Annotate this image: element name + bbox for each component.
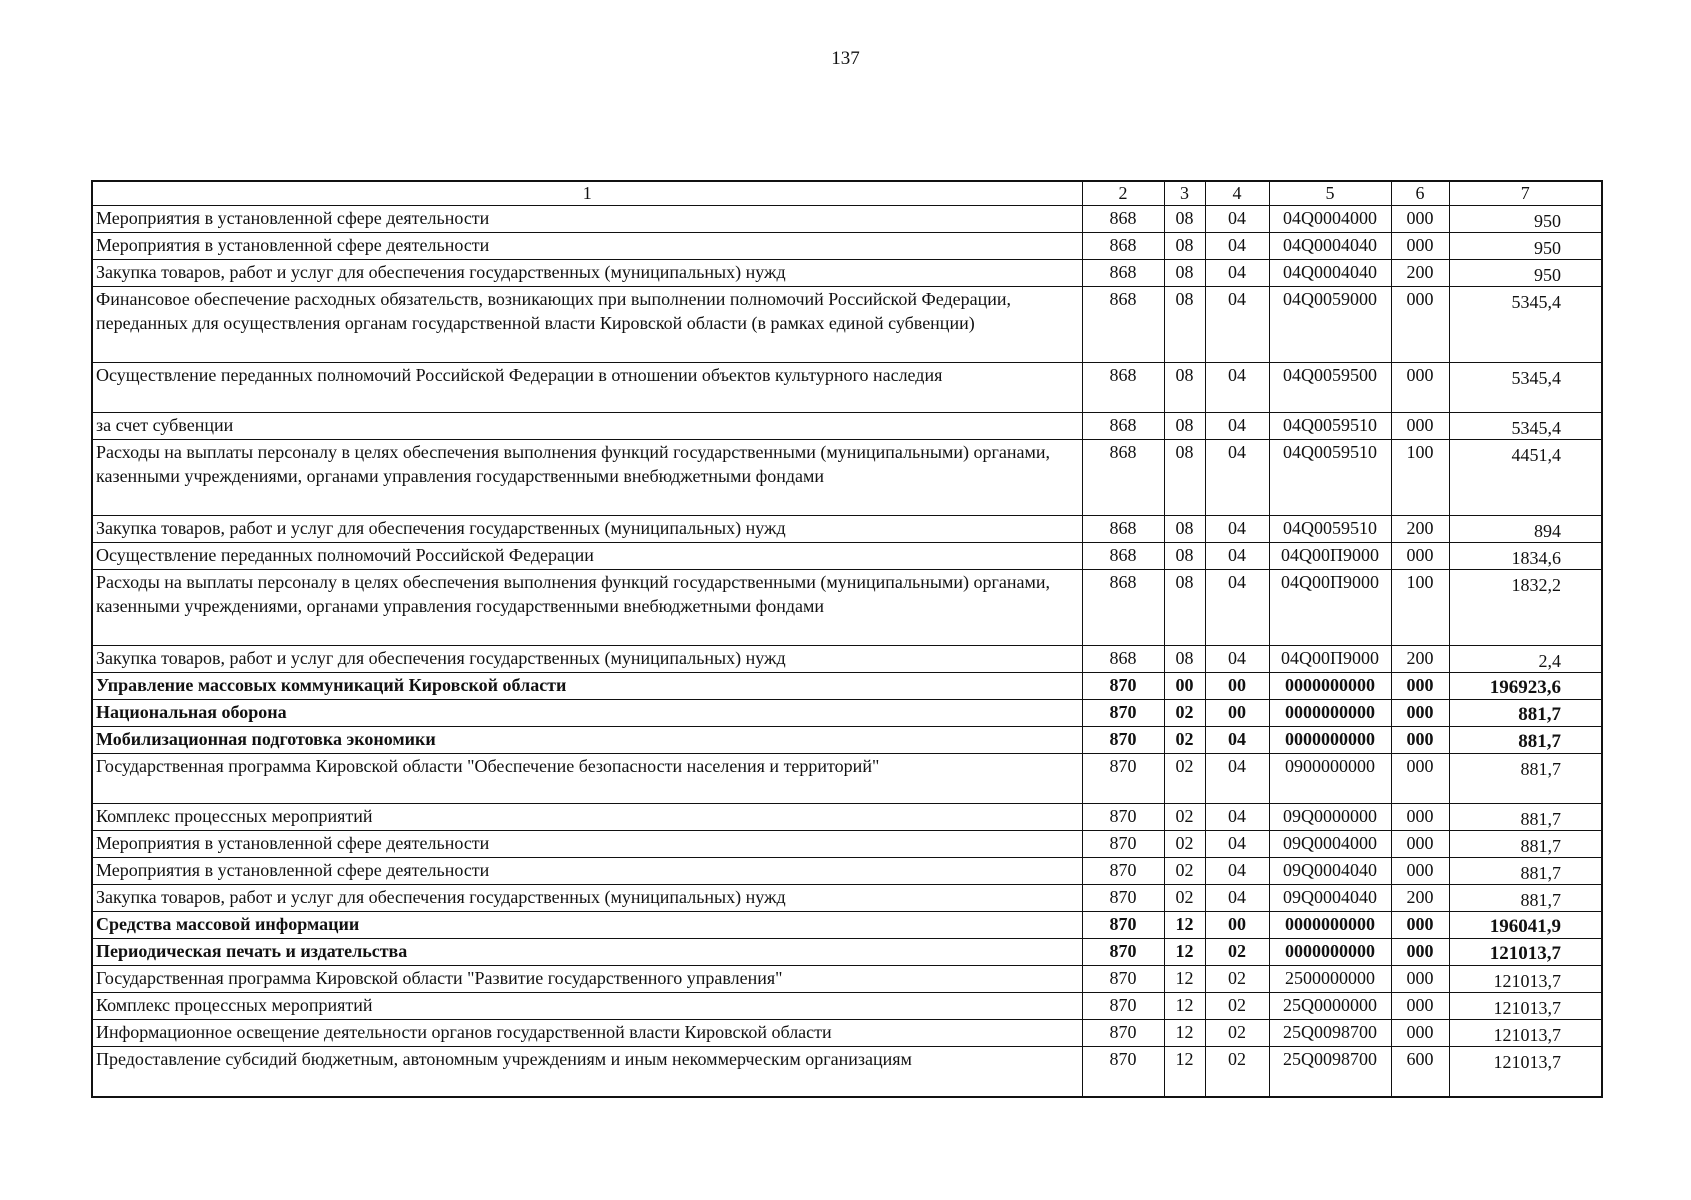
row-subsection-cell: 00 xyxy=(1205,912,1269,939)
row-subsection-cell: 04 xyxy=(1205,413,1269,440)
row-expense-type-cell: 200 xyxy=(1391,260,1449,287)
row-name-cell: Периодическая печать и издательства xyxy=(92,939,1082,966)
row-target-article-cell: 2500000000 xyxy=(1269,966,1391,993)
header-col-1: 1 xyxy=(92,181,1082,206)
row-expense-type-cell: 000 xyxy=(1391,912,1449,939)
row-expense-type-cell: 000 xyxy=(1391,993,1449,1020)
row-target-article-cell: 09Q0004040 xyxy=(1269,858,1391,885)
header-col-7: 7 xyxy=(1449,181,1602,206)
row-admin-code-cell: 868 xyxy=(1082,413,1164,440)
row-subsection-cell: 02 xyxy=(1205,1047,1269,1097)
row-admin-code-cell: 870 xyxy=(1082,1020,1164,1047)
row-subsection-cell: 04 xyxy=(1205,646,1269,673)
row-name-cell: Мероприятия в установленной сфере деятельности xyxy=(92,206,1082,233)
table-row xyxy=(92,993,1602,1020)
row-expense-type-cell: 000 xyxy=(1391,543,1449,570)
row-section-cell: 00 xyxy=(1164,673,1205,700)
header-col-3: 3 xyxy=(1164,181,1205,206)
row-section-cell: 02 xyxy=(1164,885,1205,912)
row-section-cell: 08 xyxy=(1164,287,1205,363)
row-admin-code-cell: 870 xyxy=(1082,754,1164,804)
row-subsection-cell: 04 xyxy=(1205,287,1269,363)
row-admin-code-cell: 868 xyxy=(1082,440,1164,516)
row-target-article-cell: 09Q0004000 xyxy=(1269,831,1391,858)
row-name-cell: Расходы на выплаты персоналу в целях обеспечения выполнения функций государственными (муниципальными) органами, казенными учреждениями, органами управления государственными внебюджетными фондами xyxy=(92,570,1082,646)
row-target-article-cell: 25Q0098700 xyxy=(1269,1020,1391,1047)
row-target-article-cell: 25Q0000000 xyxy=(1269,993,1391,1020)
table-row xyxy=(92,804,1602,831)
row-target-article-cell: 04Q0004000 xyxy=(1269,206,1391,233)
row-subsection-cell: 04 xyxy=(1205,260,1269,287)
row-section-cell: 08 xyxy=(1164,363,1205,413)
row-expense-type-cell: 000 xyxy=(1391,939,1449,966)
row-subsection-cell: 04 xyxy=(1205,516,1269,543)
row-amount-cell: 881,7 xyxy=(1449,727,1602,754)
row-section-cell: 08 xyxy=(1164,413,1205,440)
row-expense-type-cell: 200 xyxy=(1391,885,1449,912)
row-name-cell: Комплекс процессных мероприятий xyxy=(92,804,1082,831)
row-admin-code-cell: 868 xyxy=(1082,206,1164,233)
row-amount-cell: 196923,6 xyxy=(1449,673,1602,700)
row-name-cell: Комплекс процессных мероприятий xyxy=(92,993,1082,1020)
row-expense-type-cell: 000 xyxy=(1391,727,1449,754)
row-expense-type-cell: 000 xyxy=(1391,363,1449,413)
row-expense-type-cell: 600 xyxy=(1391,1047,1449,1097)
row-section-cell: 08 xyxy=(1164,233,1205,260)
row-amount-cell: 121013,7 xyxy=(1449,993,1602,1020)
row-admin-code-cell: 870 xyxy=(1082,939,1164,966)
row-amount-cell: 5345,4 xyxy=(1449,413,1602,440)
table-row xyxy=(92,912,1602,939)
row-admin-code-cell: 868 xyxy=(1082,287,1164,363)
table-row xyxy=(92,570,1602,646)
row-subsection-cell: 00 xyxy=(1205,673,1269,700)
row-amount-cell: 881,7 xyxy=(1449,858,1602,885)
budget-table xyxy=(91,180,1603,1098)
row-section-cell: 12 xyxy=(1164,966,1205,993)
row-amount-cell: 2,4 xyxy=(1449,646,1602,673)
header-col-2: 2 xyxy=(1082,181,1164,206)
row-expense-type-cell: 000 xyxy=(1391,287,1449,363)
row-amount-cell: 881,7 xyxy=(1449,754,1602,804)
row-subsection-cell: 04 xyxy=(1205,804,1269,831)
row-name-cell: Информационное освещение деятельности органов государственной власти Кировской области xyxy=(92,1020,1082,1047)
row-section-cell: 08 xyxy=(1164,646,1205,673)
row-name-cell: Национальная оборона xyxy=(92,700,1082,727)
row-amount-cell: 881,7 xyxy=(1449,700,1602,727)
table-row xyxy=(92,885,1602,912)
row-amount-cell: 881,7 xyxy=(1449,885,1602,912)
row-section-cell: 02 xyxy=(1164,858,1205,885)
row-subsection-cell: 04 xyxy=(1205,754,1269,804)
row-subsection-cell: 02 xyxy=(1205,993,1269,1020)
row-subsection-cell: 04 xyxy=(1205,543,1269,570)
table-row xyxy=(92,939,1602,966)
row-admin-code-cell: 868 xyxy=(1082,516,1164,543)
row-admin-code-cell: 868 xyxy=(1082,260,1164,287)
row-subsection-cell: 04 xyxy=(1205,858,1269,885)
row-name-cell: Средства массовой информации xyxy=(92,912,1082,939)
row-target-article-cell: 0000000000 xyxy=(1269,727,1391,754)
row-amount-cell: 4451,4 xyxy=(1449,440,1602,516)
row-amount-cell: 950 xyxy=(1449,260,1602,287)
row-expense-type-cell: 000 xyxy=(1391,858,1449,885)
table-row xyxy=(92,516,1602,543)
row-name-cell: Мобилизационная подготовка экономики xyxy=(92,727,1082,754)
row-subsection-cell: 04 xyxy=(1205,440,1269,516)
row-subsection-cell: 00 xyxy=(1205,700,1269,727)
row-amount-cell: 1832,2 xyxy=(1449,570,1602,646)
row-subsection-cell: 04 xyxy=(1205,363,1269,413)
table-row xyxy=(92,673,1602,700)
row-amount-cell: 196041,9 xyxy=(1449,912,1602,939)
row-target-article-cell: 0000000000 xyxy=(1269,673,1391,700)
row-admin-code-cell: 870 xyxy=(1082,804,1164,831)
row-name-cell: Расходы на выплаты персоналу в целях обеспечения выполнения функций государственными (муниципальными) органами, казенными учреждениями, органами управления государственными внебюджетными фондами xyxy=(92,440,1082,516)
row-section-cell: 02 xyxy=(1164,754,1205,804)
header-row xyxy=(92,181,1602,206)
row-subsection-cell: 02 xyxy=(1205,1020,1269,1047)
row-admin-code-cell: 870 xyxy=(1082,858,1164,885)
table-row xyxy=(92,646,1602,673)
row-section-cell: 12 xyxy=(1164,912,1205,939)
row-section-cell: 08 xyxy=(1164,206,1205,233)
row-subsection-cell: 04 xyxy=(1205,831,1269,858)
row-name-cell: Управление массовых коммуникаций Кировской области xyxy=(92,673,1082,700)
row-subsection-cell: 02 xyxy=(1205,966,1269,993)
row-section-cell: 02 xyxy=(1164,831,1205,858)
table-row xyxy=(92,1020,1602,1047)
row-subsection-cell: 04 xyxy=(1205,727,1269,754)
row-target-article-cell: 09Q0004040 xyxy=(1269,885,1391,912)
table-row xyxy=(92,363,1602,413)
row-name-cell: Закупка товаров, работ и услуг для обеспечения государственных (муниципальных) нужд xyxy=(92,516,1082,543)
table-row xyxy=(92,260,1602,287)
row-admin-code-cell: 868 xyxy=(1082,363,1164,413)
row-target-article-cell: 0000000000 xyxy=(1269,700,1391,727)
table-row xyxy=(92,727,1602,754)
row-admin-code-cell: 870 xyxy=(1082,831,1164,858)
row-expense-type-cell: 100 xyxy=(1391,440,1449,516)
row-expense-type-cell: 000 xyxy=(1391,673,1449,700)
row-subsection-cell: 04 xyxy=(1205,206,1269,233)
header-col-5: 5 xyxy=(1269,181,1391,206)
row-expense-type-cell: 000 xyxy=(1391,754,1449,804)
row-name-cell: Закупка товаров, работ и услуг для обеспечения государственных (муниципальных) нужд xyxy=(92,260,1082,287)
row-admin-code-cell: 870 xyxy=(1082,673,1164,700)
row-admin-code-cell: 870 xyxy=(1082,966,1164,993)
row-admin-code-cell: 868 xyxy=(1082,233,1164,260)
row-target-article-cell: 04Q0059510 xyxy=(1269,413,1391,440)
row-target-article-cell: 04Q00П9000 xyxy=(1269,646,1391,673)
row-section-cell: 08 xyxy=(1164,440,1205,516)
row-name-cell: Мероприятия в установленной сфере деятельности xyxy=(92,831,1082,858)
row-name-cell: Закупка товаров, работ и услуг для обеспечения государственных (муниципальных) нужд xyxy=(92,646,1082,673)
row-target-article-cell: 04Q00П9000 xyxy=(1269,543,1391,570)
row-expense-type-cell: 200 xyxy=(1391,646,1449,673)
row-section-cell: 02 xyxy=(1164,700,1205,727)
row-admin-code-cell: 870 xyxy=(1082,993,1164,1020)
table-row xyxy=(92,700,1602,727)
row-amount-cell: 881,7 xyxy=(1449,831,1602,858)
row-name-cell: Государственная программа Кировской области "Развитие государственного управления" xyxy=(92,966,1082,993)
row-expense-type-cell: 200 xyxy=(1391,516,1449,543)
row-expense-type-cell: 000 xyxy=(1391,831,1449,858)
row-subsection-cell: 02 xyxy=(1205,939,1269,966)
row-target-article-cell: 04Q00П9000 xyxy=(1269,570,1391,646)
row-name-cell: Мероприятия в установленной сфере деятельности xyxy=(92,858,1082,885)
table-row xyxy=(92,233,1602,260)
row-target-article-cell: 04Q0059510 xyxy=(1269,516,1391,543)
row-target-article-cell: 0000000000 xyxy=(1269,939,1391,966)
row-section-cell: 02 xyxy=(1164,804,1205,831)
row-expense-type-cell: 000 xyxy=(1391,1020,1449,1047)
row-admin-code-cell: 870 xyxy=(1082,727,1164,754)
row-name-cell: Мероприятия в установленной сфере деятельности xyxy=(92,233,1082,260)
row-name-cell: Предоставление субсидий бюджетным, автономным учреждениям и иным некоммерческим организациям xyxy=(92,1047,1082,1097)
row-amount-cell: 5345,4 xyxy=(1449,363,1602,413)
row-name-cell: Государственная программа Кировской области "Обеспечение безопасности населения и территорий" xyxy=(92,754,1082,804)
table-row xyxy=(92,287,1602,363)
row-amount-cell: 121013,7 xyxy=(1449,966,1602,993)
table-row xyxy=(92,831,1602,858)
row-target-article-cell: 25Q0098700 xyxy=(1269,1047,1391,1097)
row-name-cell: Закупка товаров, работ и услуг для обеспечения государственных (муниципальных) нужд xyxy=(92,885,1082,912)
row-admin-code-cell: 870 xyxy=(1082,885,1164,912)
row-expense-type-cell: 000 xyxy=(1391,966,1449,993)
row-target-article-cell: 04Q0059510 xyxy=(1269,440,1391,516)
page-number: 137 xyxy=(831,48,860,69)
row-expense-type-cell: 100 xyxy=(1391,570,1449,646)
row-target-article-cell: 04Q0004040 xyxy=(1269,260,1391,287)
table-row xyxy=(92,1047,1602,1097)
row-section-cell: 08 xyxy=(1164,543,1205,570)
row-amount-cell: 894 xyxy=(1449,516,1602,543)
row-admin-code-cell: 868 xyxy=(1082,543,1164,570)
table-row xyxy=(92,206,1602,233)
row-amount-cell: 121013,7 xyxy=(1449,1047,1602,1097)
row-name-cell: Осуществление переданных полномочий Российской Федерации в отношении объектов культурного наследия xyxy=(92,363,1082,413)
row-amount-cell: 950 xyxy=(1449,233,1602,260)
row-section-cell: 12 xyxy=(1164,939,1205,966)
row-amount-cell: 121013,7 xyxy=(1449,1020,1602,1047)
row-subsection-cell: 04 xyxy=(1205,233,1269,260)
row-amount-cell: 950 xyxy=(1449,206,1602,233)
row-subsection-cell: 04 xyxy=(1205,885,1269,912)
row-name-cell: Финансовое обеспечение расходных обязательств, возникающих при выполнении полномочий Российской Федерации, переданных для осуществления органам государственной власти Кировской области (в рамках единой субвенции) xyxy=(92,287,1082,363)
row-target-article-cell: 0900000000 xyxy=(1269,754,1391,804)
row-expense-type-cell: 000 xyxy=(1391,233,1449,260)
row-section-cell: 08 xyxy=(1164,570,1205,646)
table-row xyxy=(92,440,1602,516)
table-body xyxy=(92,206,1602,1097)
table-row xyxy=(92,966,1602,993)
row-admin-code-cell: 870 xyxy=(1082,700,1164,727)
row-admin-code-cell: 868 xyxy=(1082,646,1164,673)
row-admin-code-cell: 868 xyxy=(1082,570,1164,646)
row-name-cell: Осуществление переданных полномочий Российской Федерации xyxy=(92,543,1082,570)
header-col-4: 4 xyxy=(1205,181,1269,206)
row-section-cell: 08 xyxy=(1164,260,1205,287)
row-section-cell: 12 xyxy=(1164,1020,1205,1047)
row-amount-cell: 5345,4 xyxy=(1449,287,1602,363)
row-section-cell: 02 xyxy=(1164,727,1205,754)
row-expense-type-cell: 000 xyxy=(1391,700,1449,727)
header-col-6: 6 xyxy=(1391,181,1449,206)
table-row xyxy=(92,413,1602,440)
row-name-cell: за счет субвенции xyxy=(92,413,1082,440)
row-section-cell: 08 xyxy=(1164,516,1205,543)
row-admin-code-cell: 870 xyxy=(1082,912,1164,939)
row-target-article-cell: 04Q0059000 xyxy=(1269,287,1391,363)
row-section-cell: 12 xyxy=(1164,1047,1205,1097)
row-section-cell: 12 xyxy=(1164,993,1205,1020)
row-expense-type-cell: 000 xyxy=(1391,413,1449,440)
table-row xyxy=(92,543,1602,570)
row-amount-cell: 121013,7 xyxy=(1449,939,1602,966)
row-target-article-cell: 04Q0004040 xyxy=(1269,233,1391,260)
table-row xyxy=(92,858,1602,885)
row-target-article-cell: 0000000000 xyxy=(1269,912,1391,939)
row-expense-type-cell: 000 xyxy=(1391,206,1449,233)
row-expense-type-cell: 000 xyxy=(1391,804,1449,831)
table-row xyxy=(92,754,1602,804)
row-amount-cell: 1834,6 xyxy=(1449,543,1602,570)
row-amount-cell: 881,7 xyxy=(1449,804,1602,831)
row-admin-code-cell: 870 xyxy=(1082,1047,1164,1097)
row-target-article-cell: 04Q0059500 xyxy=(1269,363,1391,413)
row-target-article-cell: 09Q0000000 xyxy=(1269,804,1391,831)
row-subsection-cell: 04 xyxy=(1205,570,1269,646)
